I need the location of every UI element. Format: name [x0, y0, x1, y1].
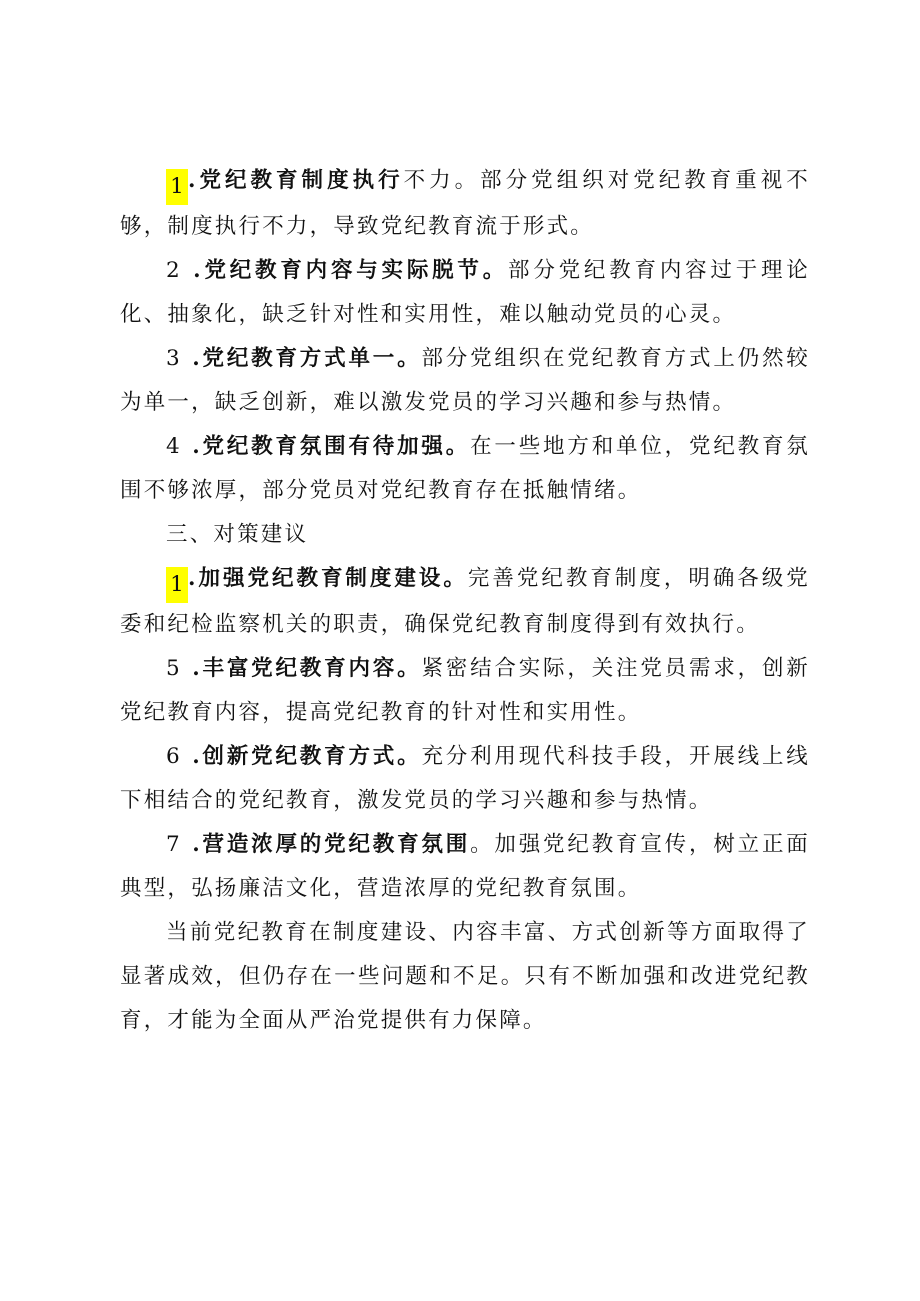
- item-lead: 创新党纪教育方式。: [201, 744, 422, 769]
- item-body: 部分党纪教育内容过于理论化、抽象化，缺乏针对性和实用性，难以触动党员的心灵。: [120, 258, 810, 327]
- item-number: 7: [166, 832, 182, 857]
- item-number: 6: [166, 744, 182, 769]
- item-lead: 丰富党纪教育内容。: [201, 656, 422, 681]
- item-number: 4: [166, 434, 182, 459]
- item-body: 部分党组织在党纪教育方式上仍然较为单一，缺乏创新，难以激发党员的学习兴趣和参与热情。: [120, 346, 810, 415]
- item-number-suffix: .: [181, 434, 202, 459]
- item-number-suffix: .: [181, 258, 203, 283]
- item-lead: 加强党纪教育制度建设。: [197, 566, 468, 591]
- item-number-suffix: .: [181, 656, 202, 681]
- item-number-suffix: .: [188, 566, 198, 591]
- item-lead: 营造浓厚的党纪教育氛围: [201, 832, 471, 857]
- item-number-suffix: .: [181, 744, 202, 769]
- highlighted-number: 1: [166, 567, 188, 603]
- item-number-suffix: .: [181, 346, 202, 371]
- suggestion-paragraph-1: [120, 557, 810, 647]
- conclusion-paragraph: 当前党纪教育在制度建设、内容丰富、方式创新等方面取得了显著成效，但仍存在一些问题和不足。只有不断加强和改进党纪教育，才能为全面从严治党提供有力保障。: [120, 920, 810, 1033]
- item-number-suffix: .: [188, 168, 198, 193]
- item-body: 。加强党纪教育宣传，树立正面典型，弘扬廉洁文化，营造浓厚的党纪教育氛围。: [120, 832, 810, 901]
- highlighted-number: 1: [166, 169, 188, 205]
- item-body: 充分利用现代科技手段，开展线上线下相结合的党纪教育，激发党员的学习兴趣和参与热情。: [120, 744, 810, 813]
- item-body: 在一些地方和单位，党纪教育氛围不够浓厚，部分党员对党纪教育存在抵触情绪。: [120, 434, 810, 503]
- problem-paragraph-4: [120, 425, 810, 513]
- item-lead: 党纪教育氛围有待加强。: [201, 434, 471, 459]
- item-number: 2: [166, 258, 182, 283]
- suggestion-paragraph-4: [120, 823, 810, 911]
- item-body: 完善党纪教育制度，明确各级党委和纪检监察机关的职责，确保党纪教育制度得到有效执行。: [120, 566, 811, 637]
- item-lead: 党纪教育内容与实际脱节。: [202, 258, 509, 283]
- item-lead: 党纪教育制度执行: [197, 168, 404, 193]
- problem-paragraph-3: [120, 337, 810, 425]
- problem-paragraph-1: [120, 159, 810, 249]
- document-body: [120, 159, 810, 1043]
- section-heading: 三、对策建议: [166, 522, 309, 547]
- item-body: 紧密结合实际，关注党员需求，创新党纪教育内容，提高党纪教育的针对性和实用性。: [120, 656, 810, 725]
- problem-paragraph-2: [120, 249, 810, 337]
- item-lead: 党纪教育方式单一。: [201, 346, 422, 371]
- item-number: 3: [166, 346, 182, 371]
- suggestion-paragraph-3: [120, 735, 810, 823]
- item-body: 不力。部分党组织对党纪教育重视不够，制度执行不力，导致党纪教育流于形式。: [120, 168, 810, 239]
- suggestion-paragraph-2: [120, 647, 810, 735]
- item-number: 5: [166, 656, 182, 681]
- item-number-suffix: .: [181, 832, 202, 857]
